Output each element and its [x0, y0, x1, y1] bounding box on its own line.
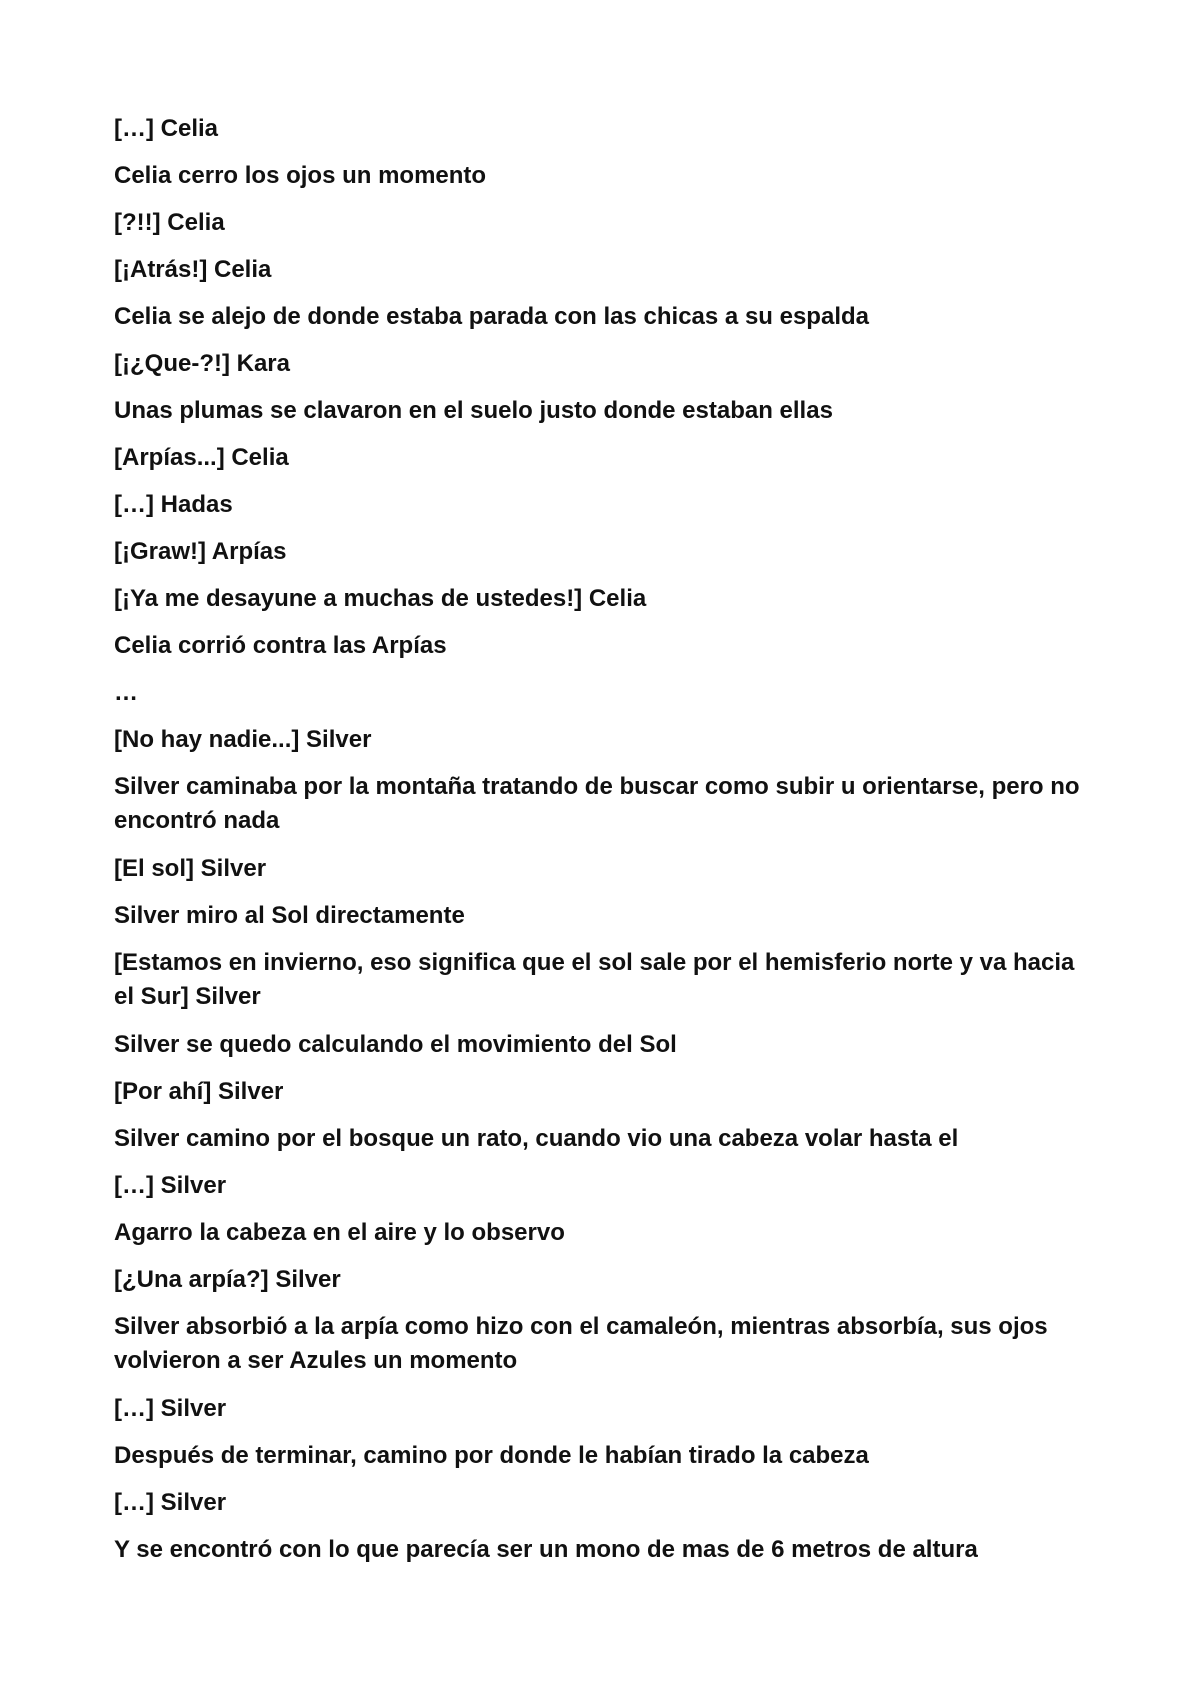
- paragraph: [El sol] Silver: [114, 855, 267, 882]
- paragraph: [Estamos en invierno, eso significa que el sol sale por el hemisferio norte y va hacia el Sur] Silver: [114, 949, 1075, 1010]
- paragraph: [¿Una arpía?] Silver: [114, 1266, 341, 1293]
- paragraph: […] Hadas: [114, 491, 233, 518]
- paragraph: Agarro la cabeza en el aire y lo observo: [114, 1219, 565, 1246]
- paragraph: […] Silver: [114, 1172, 227, 1199]
- paragraph: Silver camino por el bosque un rato, cuando vio una cabeza volar hasta el: [114, 1125, 959, 1152]
- paragraph: [Por ahí] Silver: [114, 1078, 284, 1105]
- paragraph: [?!!] Celia: [114, 209, 225, 236]
- paragraph: Unas plumas se clavaron en el suelo justo donde estaban ellas: [114, 397, 833, 424]
- paragraph: Y se encontró con lo que parecía ser un mono de mas de 6 metros de altura: [114, 1536, 978, 1563]
- paragraph: [¡Atrás!] Celia: [114, 256, 272, 283]
- paragraph: […] Silver: [114, 1395, 227, 1422]
- paragraph: [¡Ya me desayune a muchas de ustedes!] Celia: [114, 585, 647, 612]
- paragraph: Celia corrió contra las Arpías: [114, 632, 447, 659]
- paragraph: Celia cerro los ojos un momento: [114, 162, 487, 189]
- paragraph: Silver caminaba por la montaña tratando de buscar como subir u orientarse, pero no encontró nada: [114, 773, 1080, 834]
- paragraph: Silver absorbió a la arpía como hizo con el camaleón, mientras absorbía, sus ojos volvieron a ser Azules un momento: [114, 1313, 1048, 1374]
- paragraph: Celia se alejo de donde estaba parada con las chicas a su espalda: [114, 303, 869, 330]
- paragraph: […] Silver: [114, 1489, 227, 1516]
- paragraph: [Arpías...] Celia: [114, 444, 289, 471]
- paragraph: Después de terminar, camino por donde le habían tirado la cabeza: [114, 1442, 869, 1469]
- paragraph: Silver se quedo calculando el movimiento del Sol: [114, 1031, 677, 1058]
- paragraph: [No hay nadie...] Silver: [114, 726, 372, 753]
- paragraph: […] Celia: [114, 115, 219, 142]
- paragraph: [¡Graw!] Arpías: [114, 538, 287, 565]
- paragraph: …: [114, 679, 138, 706]
- paragraph: Silver miro al Sol directamente: [114, 902, 465, 929]
- document-body: [114, 112, 1090, 1580]
- paragraph: [¡¿Que-?!] Kara: [114, 350, 290, 377]
